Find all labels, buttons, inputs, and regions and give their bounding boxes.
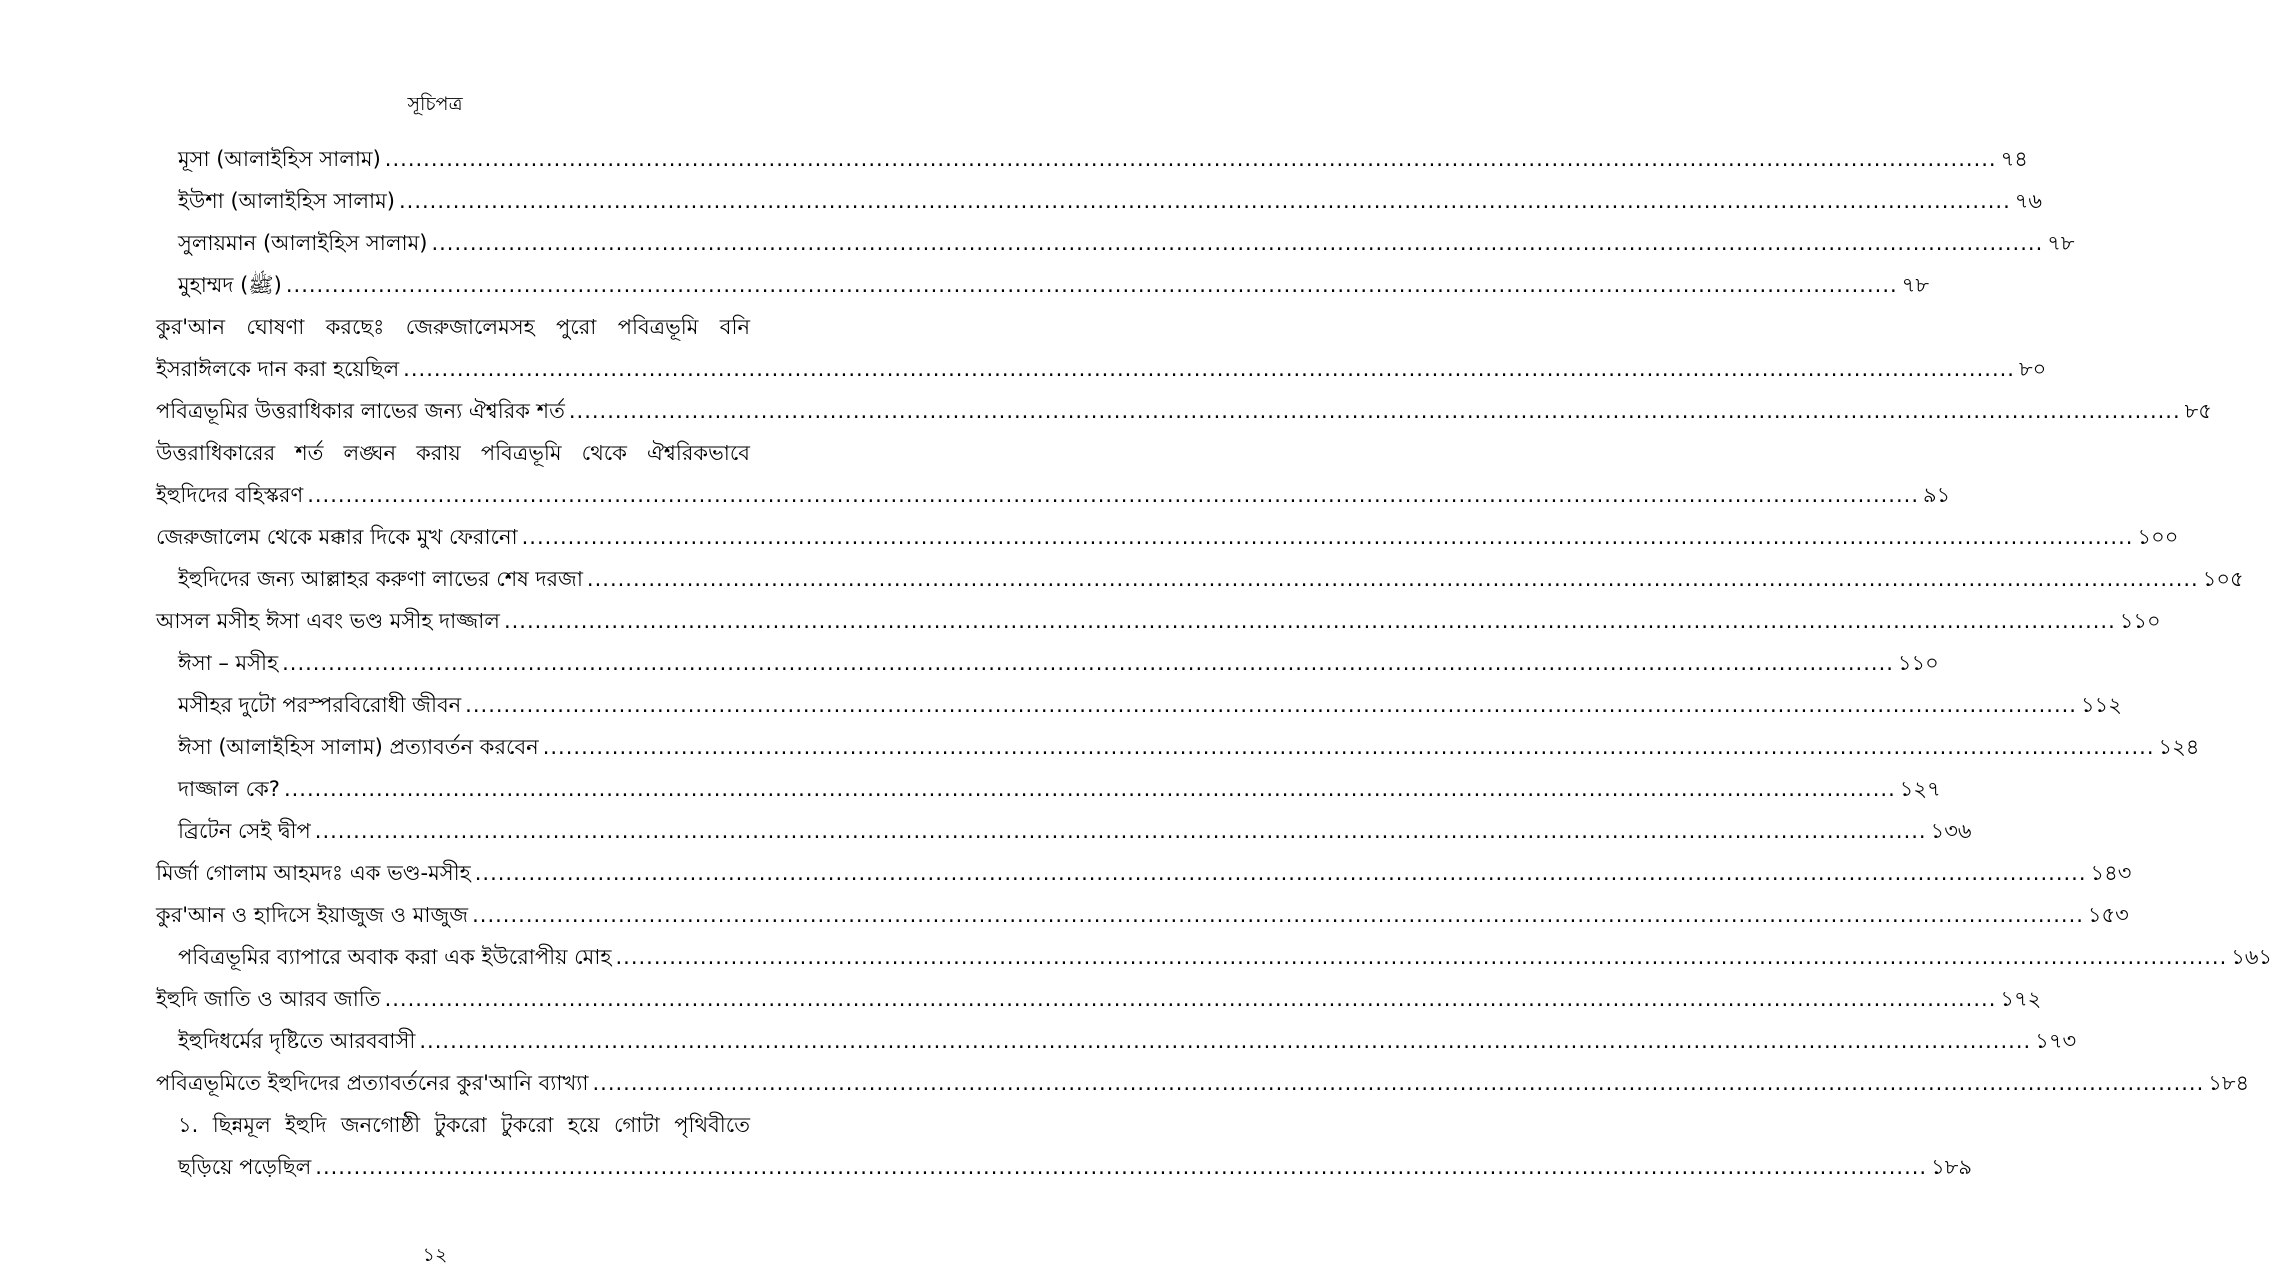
toc-title-word: টুকরো bbox=[434, 1113, 487, 1137]
toc-entry-line bbox=[178, 936, 2272, 978]
dot-leader bbox=[307, 474, 1919, 516]
toc-entry-title: পবিত্রভূমিতে ইহুদিদের প্রত্যাবর্তনের কুর'আনি ব্যাখ্যা bbox=[156, 1071, 589, 1095]
toc-title-word: গোটা bbox=[613, 1113, 660, 1137]
dot-leader bbox=[587, 558, 2199, 600]
page-number: ১২ bbox=[422, 1244, 448, 1266]
toc-entry-title: মসীহর দুটো পরস্পরবিরোধী জীবন bbox=[178, 693, 462, 717]
toc-entry-title: পবিত্রভূমির ব্যাপারে অবাক করা এক ইউরোপীয় মোহ bbox=[178, 945, 612, 969]
toc-title-word: ১. bbox=[178, 1113, 199, 1137]
toc-entry-title: ইহুদিদের জন্য আল্লাহর করুণা লাভের শেষ দরজা bbox=[178, 567, 583, 591]
toc-entry[interactable] bbox=[0, 264, 1929, 306]
toc-entry-page: ১৫৩ bbox=[2087, 903, 2129, 927]
toc-title-word: পবিত্রভূমি bbox=[480, 441, 562, 465]
toc-title-word: ইহুদি bbox=[285, 1113, 327, 1137]
toc-entry-page: ৯১ bbox=[1923, 483, 1951, 507]
toc-title-word: পুরো bbox=[556, 315, 597, 339]
dot-leader bbox=[431, 222, 2043, 264]
dot-leader bbox=[315, 1146, 1927, 1188]
dot-leader bbox=[315, 810, 1927, 852]
toc-entry-title: জেরুজালেম থেকে মক্কার দিকে মুখ ফেরানো bbox=[156, 525, 518, 549]
toc-entry[interactable] bbox=[0, 768, 1941, 810]
toc-entry-line bbox=[156, 852, 2132, 894]
toc-title-word: করায় bbox=[416, 441, 461, 465]
toc-entry-page: ১৭৩ bbox=[2035, 1029, 2077, 1053]
toc-entry-line bbox=[178, 222, 2075, 264]
toc-title-word: শর্ত bbox=[295, 441, 324, 465]
toc-entry-title: ইহুদি জাতি ও আরব জাতি bbox=[156, 987, 381, 1011]
toc-entry-title: ইহুদিধর্মের দৃষ্টিতে আরববাসী bbox=[178, 1029, 416, 1053]
toc-entry[interactable] bbox=[0, 1020, 2077, 1062]
toc-entry-page: ১৮৯ bbox=[1931, 1155, 1972, 1179]
toc-title-word: লঙ্ঘন bbox=[343, 441, 397, 465]
toc-entry-page: ১২৪ bbox=[2158, 735, 2200, 759]
toc-entry-title-line bbox=[156, 306, 750, 348]
dot-leader bbox=[385, 138, 1997, 180]
toc-entry[interactable] bbox=[0, 684, 2122, 726]
toc-title-word: বনি bbox=[719, 315, 750, 339]
toc-entry-page: ৭৮ bbox=[2047, 231, 2075, 255]
toc-entry-line bbox=[178, 768, 1941, 810]
toc-entry-page: ১৪৩ bbox=[2090, 861, 2132, 885]
dot-leader bbox=[282, 642, 1894, 684]
toc-entry-title: ঈসা (আলাইহিস সালাম) প্রত্যাবর্তন করবেন bbox=[178, 735, 539, 759]
toc-entry-title: মূসা (আলাইহিস সালাম) bbox=[178, 147, 381, 171]
toc-entry[interactable] bbox=[0, 726, 2200, 768]
dot-leader bbox=[475, 852, 2087, 894]
toc-entry-page: ৭৪ bbox=[2000, 147, 2028, 171]
toc-entry[interactable] bbox=[0, 180, 2043, 222]
toc-title-word: করছেঃ bbox=[325, 315, 385, 339]
toc-title-word: উত্তরাধিকারের bbox=[156, 441, 276, 465]
toc-title-word: হয়ে bbox=[567, 1113, 600, 1137]
dot-leader bbox=[615, 936, 2227, 978]
toc-title-word: থেকে bbox=[581, 441, 627, 465]
toc-title-word: টুকরো bbox=[501, 1113, 554, 1137]
table-of-contents bbox=[0, 138, 2272, 1188]
toc-entry-line bbox=[178, 1020, 2077, 1062]
toc-entry-line bbox=[178, 558, 2244, 600]
toc-entry[interactable] bbox=[0, 852, 2132, 894]
dot-leader bbox=[286, 264, 1898, 306]
toc-entry-page: ৭৮ bbox=[1901, 273, 1929, 297]
toc-entry-page: ১৩৬ bbox=[1930, 819, 1972, 843]
dot-leader bbox=[385, 978, 1997, 1020]
toc-entry-title: ব্রিটেন সেই দ্বীপ bbox=[178, 819, 311, 843]
toc-entry-title: ইউশা (আলাইহিস সালাম) bbox=[178, 189, 395, 213]
toc-entry-line bbox=[178, 642, 1939, 684]
toc-entry[interactable] bbox=[0, 432, 1951, 516]
dot-leader bbox=[399, 180, 2011, 222]
toc-entry-line bbox=[156, 348, 2047, 390]
toc-title-word: ঐশ্বরিকভাবে bbox=[647, 441, 750, 465]
toc-entry-page: ১৮৪ bbox=[2208, 1071, 2250, 1095]
toc-entry-line bbox=[156, 516, 2179, 558]
toc-entry[interactable] bbox=[0, 1062, 2250, 1104]
toc-entry-line bbox=[156, 1062, 2250, 1104]
running-header: সূচিপত্র bbox=[407, 93, 463, 115]
toc-entry[interactable] bbox=[0, 558, 2244, 600]
toc-entry-title: ইসরাঈলকে দান করা হয়েছিল bbox=[156, 357, 400, 381]
toc-entry[interactable] bbox=[0, 306, 2047, 390]
toc-title-word: জেরুজালেমসহ bbox=[405, 315, 535, 339]
toc-entry[interactable] bbox=[0, 1104, 1972, 1188]
toc-title-word: ছিন্নমূল bbox=[212, 1113, 271, 1137]
toc-entry-line bbox=[178, 264, 1929, 306]
toc-entry-line bbox=[156, 390, 2212, 432]
toc-title-word: কুর'আন bbox=[156, 315, 226, 339]
toc-entry[interactable] bbox=[0, 978, 2042, 1020]
toc-entry-title: মুহাম্মদ (ﷺ) bbox=[178, 273, 282, 297]
toc-entry-page: ১১০ bbox=[2119, 609, 2161, 633]
toc-entry-page: ১৭২ bbox=[2000, 987, 2042, 1011]
dot-leader bbox=[543, 726, 2155, 768]
toc-entry-title: ইহুদিদের বহিস্করণ bbox=[156, 483, 304, 507]
toc-entry-page: ৭৬ bbox=[2014, 189, 2043, 213]
toc-entry-line bbox=[156, 600, 2161, 642]
toc-entry-line bbox=[178, 1146, 1972, 1188]
dot-leader bbox=[592, 1062, 2204, 1104]
dot-leader bbox=[472, 894, 2084, 936]
toc-entry-line bbox=[178, 684, 2122, 726]
toc-entry-title: পবিত্রভূমির উত্তরাধিকার লাভের জন্য ঐশ্বরিক শর্ত bbox=[156, 399, 565, 423]
toc-entry-line bbox=[156, 474, 1951, 516]
toc-entry-title: সুলায়মান (আলাইহিস সালাম) bbox=[178, 231, 428, 255]
toc-title-word: জনগোষ্ঠী bbox=[340, 1113, 421, 1137]
toc-entry-page: ৮৫ bbox=[2184, 399, 2212, 423]
toc-entry-page: ১০৫ bbox=[2202, 567, 2244, 591]
toc-entry-title: দাজ্জাল কে? bbox=[178, 777, 280, 801]
toc-entry-page: ১১২ bbox=[2080, 693, 2122, 717]
toc-entry-title: মির্জা গোলাম আহমদঃ এক ভণ্ড-মসীহ bbox=[156, 861, 471, 885]
toc-title-word: পবিত্রভূমি bbox=[617, 315, 699, 339]
toc-entry[interactable] bbox=[0, 810, 1972, 852]
toc-title-word: পৃথিবীতে bbox=[674, 1113, 750, 1137]
toc-entry-page: ১৬১ bbox=[2231, 945, 2272, 969]
toc-entry-page: ১০০ bbox=[2137, 525, 2179, 549]
toc-entry-line bbox=[178, 138, 2028, 180]
toc-entry-line bbox=[156, 978, 2042, 1020]
dot-leader bbox=[569, 390, 2181, 432]
toc-entry-line bbox=[178, 810, 1972, 852]
toc-entry[interactable] bbox=[0, 642, 1939, 684]
dot-leader bbox=[504, 600, 2116, 642]
toc-entry-title: ঈসা – মসীহ bbox=[178, 651, 279, 675]
toc-entry[interactable] bbox=[0, 600, 2161, 642]
toc-entry-page: ১১০ bbox=[1897, 651, 1939, 675]
toc-entry[interactable] bbox=[0, 138, 2028, 180]
dot-leader bbox=[419, 1020, 2031, 1062]
toc-entry-line bbox=[178, 180, 2043, 222]
dot-leader bbox=[522, 516, 2134, 558]
dot-leader bbox=[465, 684, 2077, 726]
toc-entry[interactable] bbox=[0, 390, 2212, 432]
toc-entry-line bbox=[178, 726, 2200, 768]
toc-entry-line bbox=[156, 894, 2129, 936]
toc-entry[interactable] bbox=[0, 936, 2272, 978]
toc-entry-page: ৮০ bbox=[2018, 357, 2047, 381]
dot-leader bbox=[403, 348, 2015, 390]
toc-entry[interactable] bbox=[0, 222, 2075, 264]
toc-entry-title-line bbox=[156, 432, 750, 474]
toc-title-word: ঘোষণা bbox=[246, 315, 305, 339]
dot-leader bbox=[284, 768, 1896, 810]
toc-entry-title-line bbox=[178, 1104, 750, 1146]
toc-entry-title: ছড়িয়ে পড়েছিল bbox=[178, 1155, 312, 1179]
toc-entry-title: কুর'আন ও হাদিসে ইয়াজুজ ও মাজুজ bbox=[156, 903, 469, 927]
toc-entry[interactable] bbox=[0, 516, 2179, 558]
toc-entry-title: আসল মসীহ ঈসা এবং ভণ্ড মসীহ দাজ্জাল bbox=[156, 609, 500, 633]
toc-entry-page: ১২৭ bbox=[1899, 777, 1941, 801]
toc-entry[interactable] bbox=[0, 894, 2129, 936]
